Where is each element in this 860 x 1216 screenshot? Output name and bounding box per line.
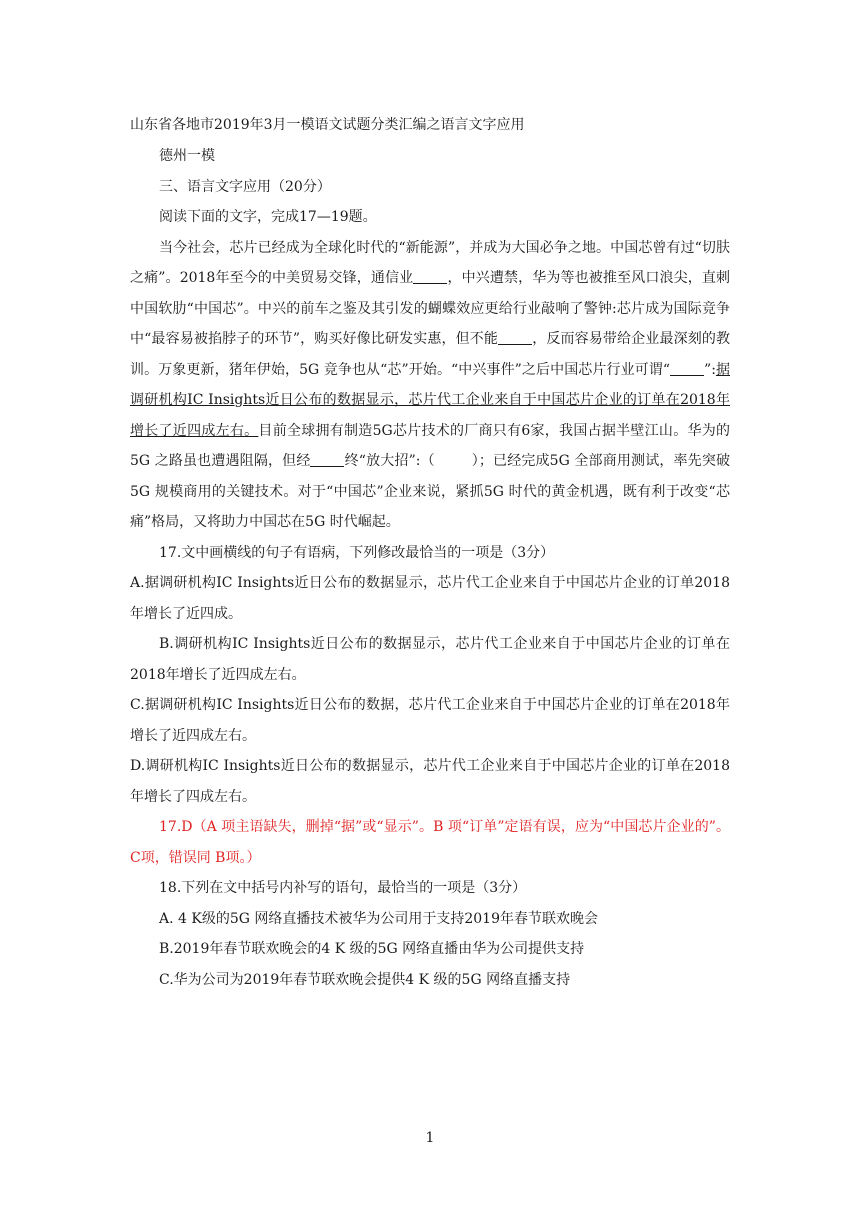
fill-blank: [413, 267, 447, 284]
fill-blank: [498, 328, 532, 345]
question-17-option-c: C.据调研机构IC Insights近日公布的数据，芯片代工企业来自于中国芯片企业的订单在2018年增长了近四成左右。: [130, 697, 730, 744]
question-17-option-b: B.调研机构IC Insights近日公布的数据显示，芯片代工企业来自于中国芯片企业的订单在2018年增长了近四成左右。: [130, 636, 730, 683]
page-number: 1: [425, 1130, 435, 1146]
question-17-stem: 17.文中画横线的句子有语病，下列修改最恰当的一项是（3分）: [159, 544, 555, 561]
question-18-option-c: C.华为公司为2019年春节联欢晚会提供4 K 级的5G 网络直播支持: [159, 971, 571, 988]
passage-text: 终“放大招”:（: [344, 453, 435, 469]
passage-text: ”:: [704, 361, 716, 378]
question-17-option-a: A.据调研机构IC Insights近日公布的数据显示，芯片代工企业来自于中国芯片企业的订单2018年增长了近四成。: [130, 575, 730, 622]
passage-text: ，中兴遭禁，华为等也被推至风口浪尖，直刺中国软肋“中国芯”。中兴的前车之鉴及其引发的蝴蝶效应更给行业敲响了警钟:芯片成为国际竞争中“最容易被掐脖子的环节”，购买好像比研发实惠，但不能: [130, 270, 730, 347]
passage-text: ）；已经完成5G 全部商用测试，率先突破5G 规模商用的关键技术。对于“中国芯”企业来说，紧抓5G 时代的黄金机遇，既有利于改变“芯痛”格局，又将助力中国芯在5G 时代崛起。: [130, 453, 731, 530]
bracket-space: [435, 453, 472, 469]
reading-instruction: 阅读下面的文字，完成17—19题。: [159, 209, 377, 225]
question-18-option-b: B.2019年春节联欢晚会的4 K 级的5G 网络直播由华为公司提供支持: [159, 941, 585, 957]
question-17-option-d: D.调研机构IC Insights近日公布的数据显示，芯片代工企业来自于中国芯片企业的订单在2018年增长了四成左右。: [130, 758, 730, 805]
fill-blank: [670, 359, 704, 376]
passage-text: ，反而容易带给企业最深刻的教训。万象更新，猪年伊始，5G 竞争也从“芯”开始。“中兴事件”之后中国芯片行业可谓“: [130, 331, 730, 378]
question-18-option-a: A. 4 K级的5G 网络直播技术被华为公司用于支持2019年春节联欢晚会: [159, 910, 598, 927]
document-title: 山东省各地市2019年3月一模语文试题分类汇编之语言文字应用: [130, 117, 525, 133]
document-body: [130, 110, 730, 995]
section-heading: 三、语言文字应用（20分）: [159, 178, 331, 195]
passage-text: 当今社会，芯片已经成为全球化时代的“新能源”，并成为大国必争之地。中国芯曾有过“切肤之痛”。2018年至今的中美贸易交锋，通信业: [130, 239, 730, 286]
reading-passage: [130, 233, 730, 538]
question-18-stem: 18.下列在文中括号内补写的语句，最恰当的一项是（3分）: [159, 880, 527, 896]
fill-blank: [310, 450, 344, 467]
region-label: 德州一模: [159, 148, 215, 164]
underlined-sentence: 据调研机构IC Insights近日公布的数据显示，芯片代工企业来自于中国芯片企业的订单在2018年增长了近四成左右。: [130, 361, 731, 439]
passage-text: 目前全球拥有制造5G芯片技术的厂商只有6家，我国占据半壁江山。华为的5G 之路虽也遭遇阻隔，但经: [130, 422, 731, 469]
question-17-answer: 17.D（A 项主语缺失，删掉“据”或“显示”。B 项“订单”定语有误，应为“中国芯片企业的”。C项，错误同 B项。）: [130, 819, 730, 866]
